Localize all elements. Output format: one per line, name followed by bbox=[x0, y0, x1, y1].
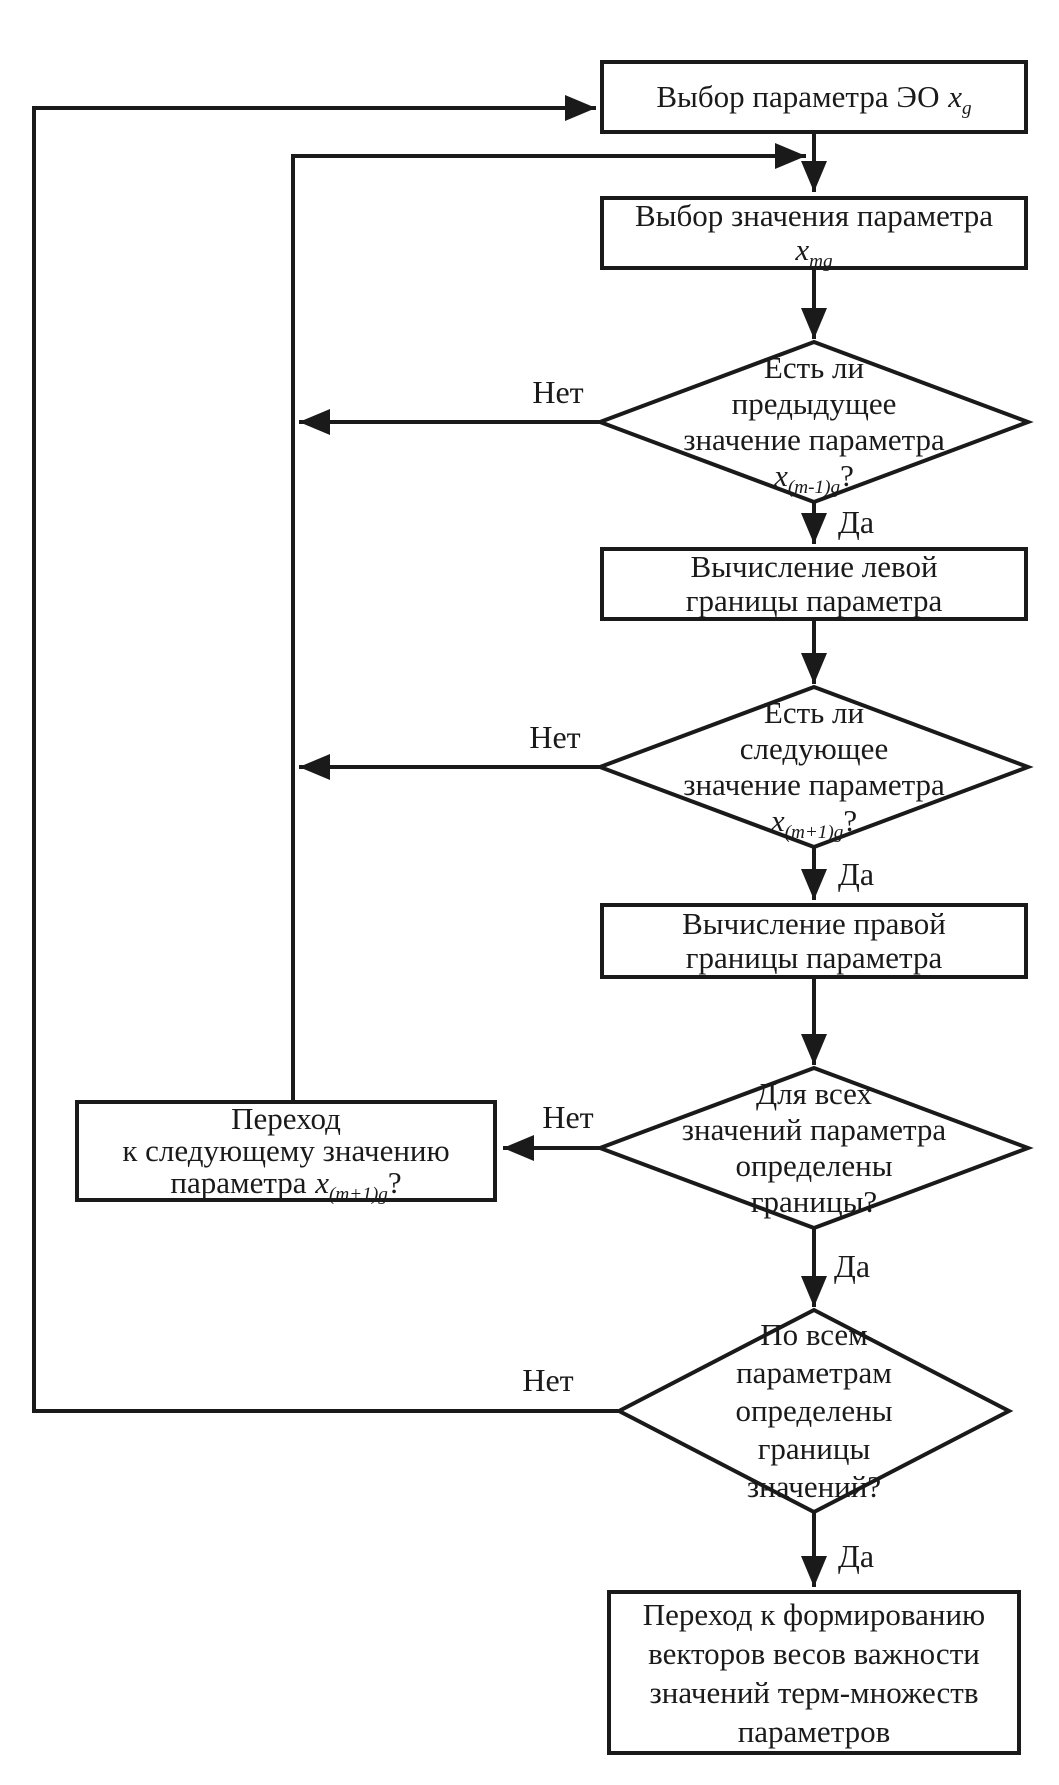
math-var: x bbox=[774, 458, 788, 493]
decision-has-previous-value-shape bbox=[600, 342, 1028, 502]
process-form-weight-vectors bbox=[607, 1590, 1021, 1755]
math-subscript: mg bbox=[809, 251, 833, 273]
process-select-value bbox=[600, 196, 1028, 273]
label-yes-has-next: Да bbox=[838, 856, 875, 892]
label-no-has-next: Нет bbox=[529, 719, 581, 755]
math-var: x bbox=[795, 232, 810, 267]
process-select-parameter bbox=[600, 60, 1028, 134]
node-text: Переход к следующему значению bbox=[122, 1101, 450, 1168]
label-yes-has-prev: Да bbox=[838, 504, 875, 540]
decision-has-next-value-shape bbox=[600, 687, 1028, 847]
process-calc-right-boundary bbox=[600, 903, 1028, 979]
process-goto-next-value bbox=[75, 1100, 497, 1206]
question-mark: ? bbox=[843, 803, 858, 838]
process-calc-left-boundary bbox=[600, 547, 1028, 621]
node-text: Выбор параметра ЭО bbox=[656, 79, 940, 114]
node-text: Вычисление левой границы параметра bbox=[685, 549, 943, 618]
math-var: x bbox=[948, 79, 962, 114]
node-text: Вычисление правой границы параметра bbox=[682, 906, 946, 975]
node-text: Переход к формированию векторов весов важности значений терм-множеств параметров bbox=[642, 1596, 986, 1749]
node-text: Для всех значений параметра определены границы? bbox=[681, 1076, 947, 1219]
question-mark: ? bbox=[840, 458, 854, 493]
node-text: Есть ли предыдущее значение параметра bbox=[683, 350, 945, 457]
node-text: параметра bbox=[170, 1165, 307, 1200]
label-no-has-prev: Нет bbox=[532, 374, 584, 410]
label-no-bounds-check: Нет bbox=[542, 1099, 594, 1135]
decision-all-params-bounded-shape bbox=[619, 1310, 1009, 1512]
math-var: x bbox=[315, 1165, 329, 1200]
node-text: Есть ли следующее значение параметра bbox=[683, 695, 945, 802]
node-text: Выбор значения параметра bbox=[634, 198, 994, 233]
question-mark: ? bbox=[387, 1165, 402, 1200]
math-var: x bbox=[770, 803, 785, 838]
math-subscript: g bbox=[962, 98, 972, 120]
decision-all-values-bounded-shape bbox=[600, 1068, 1028, 1228]
label-yes-params-check: Да bbox=[838, 1538, 875, 1574]
math-subscript: (m-1)g bbox=[787, 477, 841, 499]
label-yes-bounds-check: Да bbox=[834, 1248, 871, 1284]
edge-params-check-no-loop bbox=[34, 108, 619, 1411]
label-no-params-check: Нет bbox=[522, 1362, 574, 1398]
math-subscript: (m+1)g bbox=[329, 1184, 388, 1206]
node-text: По всем параметрам определены границы значений? bbox=[735, 1317, 893, 1504]
math-subscript: (m+1)g bbox=[784, 822, 844, 844]
